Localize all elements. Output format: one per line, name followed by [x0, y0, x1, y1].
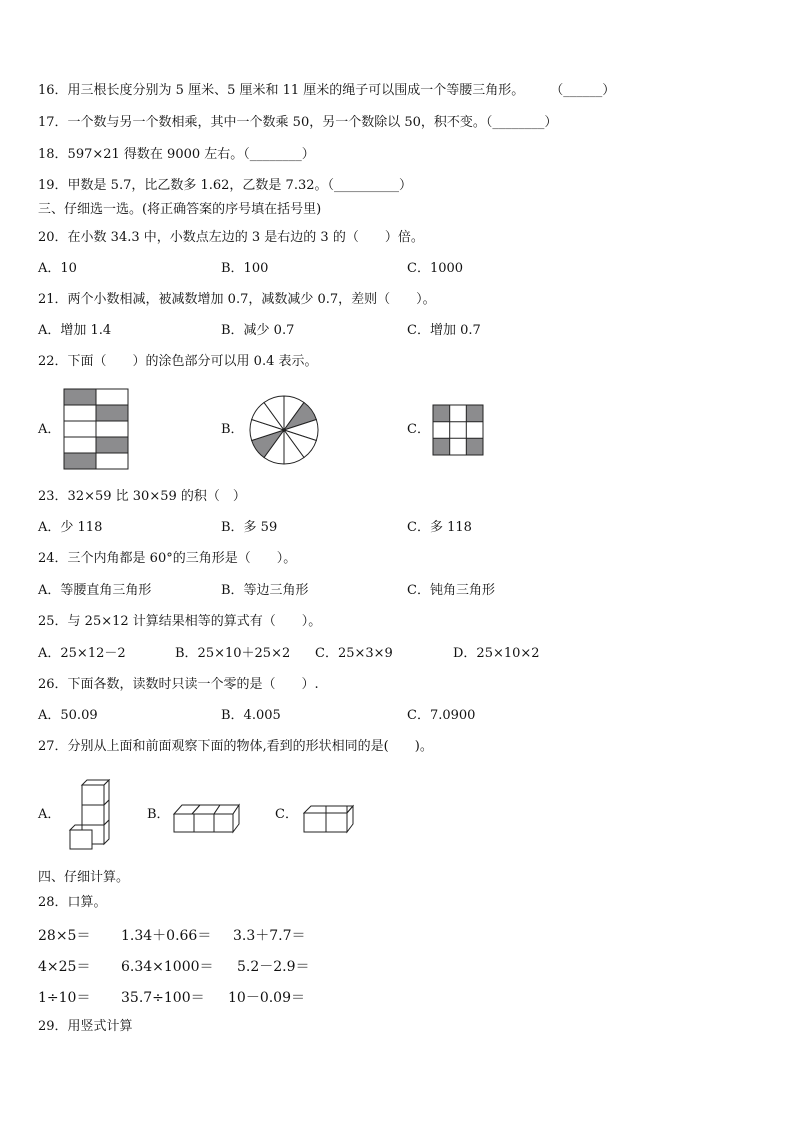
question-17: 17．一个数与另一个数相乘，其中一个数乘 50，另一个数除以 50，积不变。（________）	[38, 115, 558, 130]
q23-option-a[interactable]: A．少 118	[38, 520, 103, 535]
q25-option-d[interactable]: D．25×10×2	[453, 646, 540, 661]
section-3-title: 三、仔细选一选。(将正确答案的序号填在括号里)	[38, 202, 322, 217]
q25-option-a[interactable]: A．25×12－2	[38, 646, 126, 661]
q22-figure-c-grid	[432, 404, 484, 456]
q24-option-c[interactable]: C．钝角三角形	[407, 583, 495, 598]
q23-option-b[interactable]: B．多 59	[221, 520, 278, 535]
question-29: 29．用竖式计算	[38, 1019, 133, 1034]
q23-option-c[interactable]: C．多 118	[407, 520, 472, 535]
question-28: 28．口算。	[38, 895, 107, 910]
question-27: 27．分别从上面和前面观察下面的物体,看到的形状相同的是( )。	[38, 739, 433, 754]
q20-option-c[interactable]: C．1000	[407, 261, 464, 276]
q20-option-a[interactable]: A．10	[38, 261, 77, 276]
q27-figure-b-cubes	[173, 801, 241, 835]
question-25: 25．与 25×12 计算结果相等的算式有（ ）。	[38, 614, 322, 629]
q21-option-b[interactable]: B．减少 0.7	[221, 323, 295, 338]
question-16: 16．用三根长度分别为 5 厘米、5 厘米和 11 厘米的绳子可以围成一个等腰三角形。 （______）	[38, 83, 616, 98]
q27-option-b[interactable]: B．	[147, 807, 170, 822]
q22-option-b[interactable]: B．	[221, 422, 244, 437]
mental-calc-r3c3: 10－0.09＝	[228, 990, 305, 1006]
mental-calc-r1c3: 3.3＋7.7＝	[233, 928, 306, 944]
q22-option-c[interactable]: C．	[407, 422, 430, 437]
mental-calc-r2c3: 5.2－2.9＝	[237, 959, 310, 975]
mental-calc-r3c1: 1÷10＝	[38, 990, 91, 1006]
question-18: 18．597×21 得数在 9000 左右。（________）	[38, 147, 315, 162]
q22-option-a[interactable]: A．	[38, 422, 61, 437]
question-22: 22．下面（ ）的涂色部分可以用 0.4 表示。	[38, 354, 318, 369]
q22-figure-b-circle	[248, 394, 320, 466]
question-20: 20．在小数 34.3 中，小数点左边的 3 是右边的 3 的（ ）倍。	[38, 230, 424, 245]
q26-option-a[interactable]: A．50.09	[38, 708, 98, 723]
q25-option-b[interactable]: B．25×10＋25×2	[175, 646, 291, 661]
q21-option-c[interactable]: C．增加 0.7	[407, 323, 481, 338]
question-23: 23．32×59 比 30×59 的积（ ）	[38, 489, 246, 504]
q25-option-c[interactable]: C．25×3×9	[315, 646, 393, 661]
question-21: 21．两个小数相减，被减数增加 0.7，减数减少 0.7，差则（ ）。	[38, 292, 436, 307]
q24-option-a[interactable]: A．等腰直角三角形	[38, 583, 152, 598]
q27-option-a[interactable]: A．	[38, 807, 61, 822]
mental-calc-r2c2: 6.34×1000＝	[121, 959, 214, 975]
q26-option-b[interactable]: B．4.005	[221, 708, 281, 723]
q24-option-b[interactable]: B．等边三角形	[221, 583, 309, 598]
question-19: 19．甲数是 5.7，比乙数多 1.62，乙数是 7.32。（__________）	[38, 178, 413, 193]
question-24: 24．三个内角都是 60°的三角形是（ ）。	[38, 551, 297, 566]
question-26: 26．下面各数，读数时只读一个零的是（ ）.	[38, 677, 319, 692]
section-4-title: 四、仔细计算。	[38, 870, 130, 885]
q22-figure-a-grid	[63, 388, 129, 470]
q27-figure-c-cubes	[303, 802, 355, 834]
q21-option-a[interactable]: A．增加 1.4	[38, 323, 112, 338]
q27-option-c[interactable]: C．	[275, 807, 298, 822]
q27-figure-a-cubes	[68, 779, 112, 851]
mental-calc-r3c2: 35.7÷100＝	[121, 990, 205, 1006]
mental-calc-r2c1: 4×25＝	[38, 959, 91, 975]
q26-option-c[interactable]: C．7.0900	[407, 708, 476, 723]
q20-option-b[interactable]: B．100	[221, 261, 269, 276]
mental-calc-r1c2: 1.34＋0.66＝	[121, 928, 212, 944]
mental-calc-r1c1: 28×5＝	[38, 928, 91, 944]
